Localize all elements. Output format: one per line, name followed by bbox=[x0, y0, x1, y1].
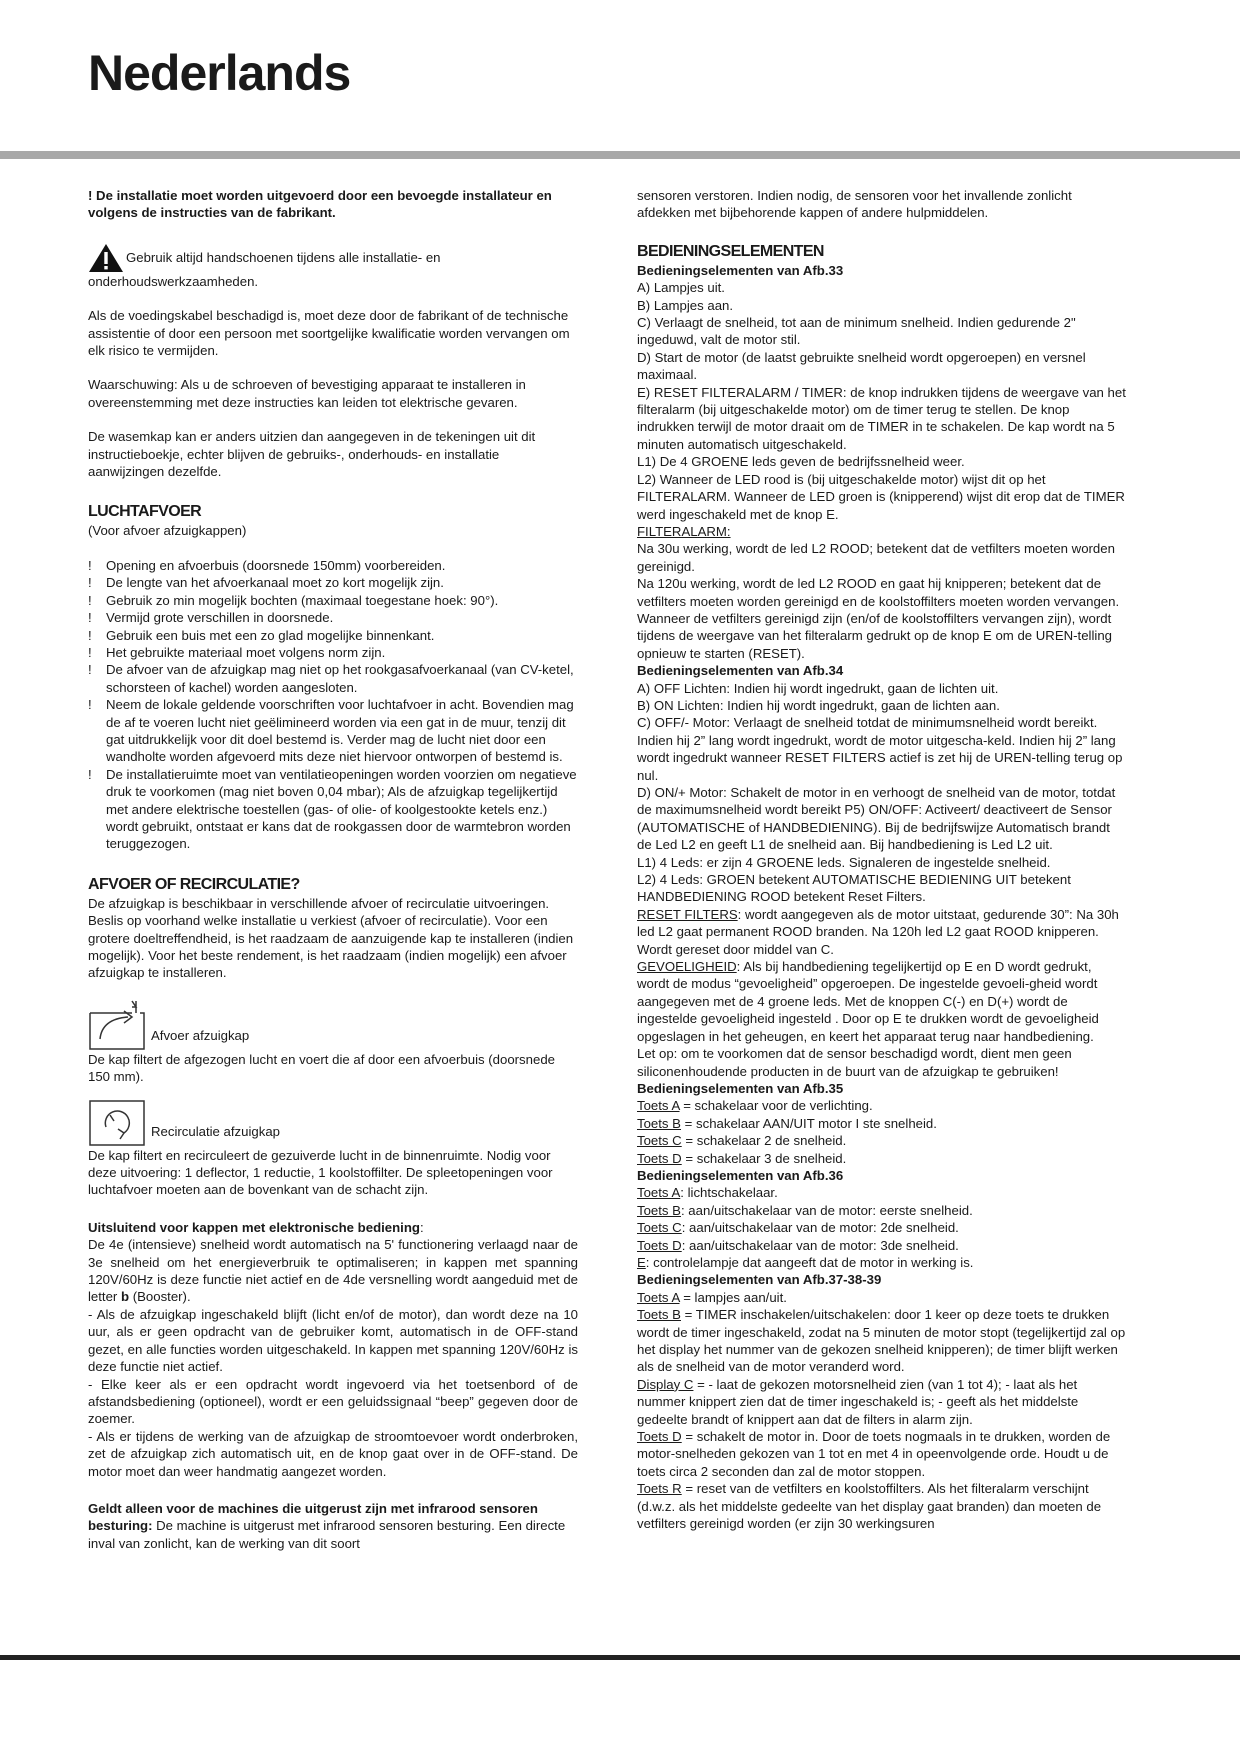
key-label: Display C bbox=[637, 1376, 694, 1392]
key-text: : controlelampje dat aangeeft dat de motor in werking is. bbox=[645, 1254, 974, 1270]
list-item bbox=[637, 1306, 1127, 1376]
list-item: ! Opening en afvoerbuis (doorsnede 150mm) voorbereiden. bbox=[88, 557, 578, 574]
afvoer-row bbox=[88, 999, 578, 1051]
key-text: : aan/uitschakelaar van de motor: eerste snelheid. bbox=[680, 1202, 973, 1218]
list-item bbox=[637, 1428, 1127, 1480]
sensitivity-label: GEVOELIGHEID bbox=[637, 959, 737, 975]
afb34-line: B) ON Lichten: Indien hij wordt ingedrukt, gaan de lichten aan. bbox=[637, 697, 1000, 713]
booster-letter: b bbox=[120, 1289, 130, 1305]
afb36-heading: Bedieningselementen van Afb.36 bbox=[637, 1167, 844, 1183]
list-item: ! Neem de lokale geldende voorschriften voor luchtafvoer in acht. Bovendien mag de af te voeren lucht niet geëlimineerd worden via een gat in de muur, tenzij dit gat uitdrukkelijk voor dit doel bestemd is. Verder mag de lucht niet door een wandholte worden afgevoerd mits deze niet hiervoor ontworpen of bestemd is. bbox=[88, 696, 578, 766]
controls-heading: BEDIENINGSELEMENTEN bbox=[637, 242, 824, 260]
key-text: = schakelt de motor in. Door de toets nogmaals in te drukken, worden de motor-snelheden gekozen van 1 tot en met 4 in opeenvolgende orde. Houdt u de toets circa 2 seconden dan zal de motor stoppen. bbox=[637, 1429, 1111, 1479]
key-text: = schakelaar voor de verlichting. bbox=[679, 1098, 873, 1114]
recirc-paragraph: De afzuigkap is beschikbaar in verschillende afvoer of recirculatie uitvoeringen. Beslis op voorhand welke installatie u verkiest (afvoer of recirculatie). Voor een grotere doeltreffendheid, is het raadzaam de aanzuigende kap te installeren (indien mogelijk). Voor het beste rendement, is het raadzaam (indien mogelijk) een afvoer afzuigkap te installeren. bbox=[88, 895, 574, 981]
ir-continued: sensoren verstoren. Indien nodig, de sensoren voor het invallende zonlicht afdekken met bijbehorende kappen of andere hulpmiddelen. bbox=[637, 188, 1072, 221]
key-text: : aan/uitschakelaar van de motor: 3de snelheid. bbox=[681, 1237, 959, 1253]
reset-filters-text: : wordt aangegeven als de motor uitstaat, gedurende 30”: Na 30h led L2 gaat permanent ROOD branden. Na 120h led L2 gaat ROOD knipperen. Wordt gereset door middel van C. bbox=[637, 906, 1119, 957]
key-text: = schakelaar 2 de snelheid. bbox=[681, 1133, 847, 1149]
key-text: = - laat de gekozen motorsnelheid zien (van 1 tot 4); - laat als het nummer knippert zien dat de timer ingeschakeld is; - geeft als het middelste gedeelte brandt of knippert aan dat de filters in alarm zijn. bbox=[637, 1376, 1079, 1427]
afvoer-label: Afvoer afzuigkap bbox=[151, 1028, 250, 1044]
recirculation-hood-icon bbox=[88, 1095, 146, 1147]
key-label: Toets B bbox=[637, 1202, 681, 1218]
list-item bbox=[637, 1132, 1127, 1149]
key-label: E bbox=[637, 1254, 646, 1270]
list-item bbox=[637, 1376, 1127, 1428]
list-item bbox=[637, 1115, 1127, 1132]
recirc-row bbox=[88, 1095, 578, 1147]
key-label: Toets D bbox=[637, 1237, 682, 1253]
reset-filters-paragraph bbox=[637, 906, 1127, 958]
list-item bbox=[637, 1480, 1127, 1532]
afb33-heading: Bedieningselementen van Afb.33 bbox=[637, 262, 844, 278]
afb33-line: L1) De 4 GROENE leds geven de bedrijfssnelheid weer. bbox=[637, 454, 965, 470]
key-label: Toets D bbox=[637, 1429, 682, 1445]
elec-text: De 4e (intensieve) snelheid wordt automatisch na 5' functionering verlaagd naar de 3e snelheid om het energieverbruik te optimaliseren; in kappen met spanning 120V/60Hz is deze functie niet actief en de 4de versnelling wordt aangeduid met de letter bbox=[88, 1237, 578, 1305]
intro-warning: ! De installatie moet worden uitgevoerd door een bevoegde installateur en volgens de instructies van de fabrikant. bbox=[88, 188, 552, 221]
list-item bbox=[637, 1289, 1127, 1306]
exhaust-hood-icon bbox=[88, 999, 146, 1051]
afb34-heading: Bedieningselementen van Afb.34 bbox=[637, 663, 844, 679]
gloves-warning-text: Gebruik altijd handschoenen tijdens alle installatie- en bbox=[126, 250, 441, 266]
key-text: = schakelaar AAN/UIT motor I ste snelheid. bbox=[680, 1115, 937, 1131]
elec-heading-colon: : bbox=[419, 1219, 424, 1235]
elec-text-end: (Booster). bbox=[129, 1289, 191, 1305]
elec-paragraph-1 bbox=[88, 1236, 578, 1306]
silicone-note: Let op: om te voorkomen dat de sensor beschadigd wordt, dient men geen siliconenhoudende producten in de buurt van de afzuigkap te gebruiken! bbox=[637, 1046, 1072, 1079]
afvoer-paragraph: De kap filtert de afgezogen lucht en voert die af door een afvoerbuis (doorsnede 150 mm). bbox=[88, 1051, 555, 1085]
recirc-label: Recirculatie afzuigkap bbox=[151, 1124, 281, 1140]
afb34-line: L1) 4 Leds: er zijn 4 GROENE leds. Signaleren de ingestelde snelheid. bbox=[637, 854, 1051, 870]
list-item bbox=[637, 1219, 1127, 1236]
page-title: Nederlands bbox=[88, 45, 351, 101]
ir-heading: Geldt alleen voor de machines die uitgerust zijn met infrarood sensoren besturing: bbox=[88, 1500, 538, 1534]
list-item bbox=[637, 1237, 1127, 1254]
filteralarm-label: FILTERALARM: bbox=[637, 523, 731, 539]
afb33-line: B) Lampjes aan. bbox=[637, 297, 734, 313]
filteralarm-line: Wanneer de vetfilters gereinigd zijn (en/of de koolstoffilters vervangen zijn), wordt tijdens de weergave van het filteralarm gedrukt op de knop E om de UREN-telling opnieuw te starten (RESET). bbox=[637, 610, 1113, 661]
key-text: : aan/uitschakelaar van de motor: 2de snelheid. bbox=[681, 1220, 959, 1236]
afb33-line: A) Lampjes uit. bbox=[637, 280, 725, 296]
key-label: Toets C bbox=[637, 1133, 682, 1149]
cable-paragraph: Als de voedingskabel beschadigd is, moet deze door de fabrikant of de technische assistentie of door een persoon met soortgelijke kwalificatie worden vervangen om elk risico te vermijden. bbox=[88, 308, 570, 359]
air-subheading: (Voor afvoer afzuigkappen) bbox=[88, 523, 247, 539]
key-label: Toets R bbox=[637, 1481, 682, 1497]
elec-heading-line bbox=[88, 1219, 578, 1236]
list-item: ! De afvoer van de afzuigkap mag niet op het rookgasafvoerkanaal (van CV-ketel, schorsteen of kachel) worden aangesloten. bbox=[88, 661, 578, 696]
elec-paragraph-4: - Als er tijdens de werking van de afzuigkap de stroomtoevoer wordt onderbroken, zet de afzuigkap zich automatisch uit, en de knop gaat over in de OFF-stand. De motor moet dan weer handmatig aangezet worden. bbox=[88, 1428, 578, 1479]
left-column bbox=[88, 187, 578, 1552]
key-label: Toets A bbox=[637, 1289, 680, 1305]
list-item: ! Vermijd grote verschillen in doorsnede. bbox=[88, 609, 578, 626]
key-label: Toets A bbox=[637, 1098, 680, 1114]
afb34-line: D) ON/+ Motor: Schakelt de motor in en verhoogt de snelheid van de motor, totdat de maximumsnelheid wordt bereikt P5) ON/OFF: Activeert/ deactiveert de Sensor (AUTOMATISCHE of HANDBEDIENING). Bij de bedrijfswijze Automatisch brandt de Led L2 en geeft L1 de snelheid aan. Bij handbediening is Led L2 uit. bbox=[637, 785, 1116, 853]
key-text: = reset van de vetfilters en koolstoffilters. Als het filteralarm verschijnt (d.w.z. als het middelste gedeelte van het display gaat branden) dan moeten de vetfilters gereinigd worden (er zijn 30 werkingsuren bbox=[637, 1481, 1102, 1532]
recirc-heading: AFVOER OF RECIRCULATIE? bbox=[88, 875, 300, 893]
afb33-line: C) Verlaagt de snelheid, tot aan de minimum snelheid. Indien gedurende 2" ingeduwd, valt de motor stil. bbox=[637, 315, 1076, 348]
filteralarm-line: Na 120u werking, wordt de led L2 ROOD en gaat hij knipperen; betekent dat de vetfilters moeten worden gereinigd en de koolstoffilters moeten worden vervangen. bbox=[637, 576, 1120, 609]
warning-triangle-icon bbox=[88, 243, 124, 273]
elec-paragraph-2: - Als de afzuigkap ingeschakeld blijft (licht en/of de motor), dan wordt deze na 10 uur, als er geen opdracht van de gebruiker komt, automatisch in de OFF-stand gezet, en alle functies worden uitgeschakeld. In kappen met spanning 120V/60Hz is deze functie niet actief. bbox=[88, 1306, 578, 1375]
list-item: ! Gebruik zo min mogelijk bochten (maximaal toegestane hoek: 90°). bbox=[88, 592, 578, 609]
key-text: : lichtschakelaar. bbox=[680, 1185, 778, 1201]
sensitivity-text: : Als bij handbediening tegelijkertijd op E en D wordt gedrukt, wordt de modus “gevoeligheid” opgeroepen. De ingestelde gevoeli-gheid wordt aangegeven met de 4 groene leds. Met de knoppen C(-) en D(+) wordt de ingestelde gevoeligheid ingesteld . Door op E te drukken wordt de gevoeligheid opgeslagen in het geheugen, en keert het apparaat terug naar handbediening. bbox=[637, 959, 1099, 1044]
elec-paragraph-3: - Elke keer als er een opdracht wordt ingevoerd via het toetsenbord of de afstandsbediening (optioneel), wordt er een geluidssignaal “beep” gegeven door de zoemer. bbox=[88, 1376, 578, 1427]
key-label: Toets C bbox=[637, 1220, 682, 1236]
air-heading: LUCHTAFVOER bbox=[88, 503, 202, 521]
key-label: Toets B bbox=[637, 1307, 681, 1323]
filteralarm-line: Na 30u werking, wordt de led L2 ROOD; betekent dat de vetfilters moeten worden gereinigd. bbox=[637, 541, 1115, 574]
key-label: Toets D bbox=[637, 1150, 682, 1166]
afb34-line: C) OFF/- Motor: Verlaagt de snelheid totdat de minimumsnelheid wordt bereikt. Indien hij 2” lang wordt ingedrukt, wordt de motor uitgescha-keld. Indien hij 2” lang wordt ingedrukt wanneer RESET FILTERS actief is zet hij de UREN-telling terug op nul. bbox=[637, 715, 1123, 783]
list-item: ! Het gebruikte materiaal moet volgens norm zijn. bbox=[88, 644, 578, 661]
list-item bbox=[637, 1097, 1127, 1114]
key-text: = schakelaar 3 de snelheid. bbox=[681, 1150, 847, 1166]
afb34-line: A) OFF Lichten: Indien hij wordt ingedrukt, gaan de lichten uit. bbox=[637, 680, 999, 696]
elec-heading: Uitsluitend voor kappen met elektronische bediening bbox=[88, 1219, 420, 1235]
gloves-warning bbox=[88, 243, 578, 273]
afb34-line: L2) 4 Leds: GROEN betekent AUTOMATISCHE BEDIENING UIT betekent HANDBEDIENING ROOD betekent Reset Filters. bbox=[637, 872, 1071, 905]
list-item: ! De lengte van het afvoerkanaal moet zo kort mogelijk zijn. bbox=[88, 574, 578, 591]
screws-paragraph: Waarschuwing: Als u de schroeven of bevestiging apparaat te installeren in overeenstemming met deze instructies kan leiden tot elektrische gevaren. bbox=[88, 377, 526, 410]
key-text: = lampjes aan/uit. bbox=[679, 1289, 787, 1305]
reset-filters-label: RESET FILTERS bbox=[637, 906, 738, 922]
list-item bbox=[637, 1254, 1127, 1271]
footer-divider bbox=[0, 1655, 1240, 1660]
afb33-line: E) RESET FILTERALARM / TIMER: de knop indrukken tijdens de weergave van het filteralarm (bij uitgeschakelde motor) om de timer terug te stellen. De knop indrukken terwijl de motor draait om de TIMER in te schakelen. De kap wordt na 5 minuten automatisch uitgeschakeld. bbox=[637, 384, 1126, 452]
sensitivity-paragraph bbox=[637, 958, 1127, 1045]
afb35-heading: Bedieningselementen van Afb.35 bbox=[637, 1080, 844, 1096]
afb33-line: D) Start de motor (de laatst gebruikte snelheid wordt opgeroepen) en versnel maximaal. bbox=[637, 349, 1086, 383]
ir-text: De machine is uitgerust met infrarood sensoren besturing. Een directe inval van zonlicht, kan de werking van dit soort bbox=[88, 1518, 566, 1551]
header-divider bbox=[0, 151, 1240, 159]
key-label: Toets B bbox=[637, 1115, 681, 1131]
recirc-description: De kap filtert en recirculeert de gezuiverde lucht in de binnenruimte. Nodig voor deze uitvoering: 1 deflector, 1 reductie, 1 koolstoffilter. De spleetopeningen voor luchtafvoer moeten aan de bovenkant van de schacht zijn. bbox=[88, 1147, 553, 1198]
list-item: ! Gebruik een buis met een zo glad mogelijke binnenkant. bbox=[88, 627, 578, 644]
list-item: ! De installatieruimte moet van ventilatieopeningen worden voorzien om negatieve druk te voorkomen (mag niet boven 0,04 mbar); Als de afzuigkap tegelijkertijd met andere elektrische toestellen (gas- of olie- of koolgestookte ketels enz.) wordt gebruikt, ontstaat er kans dat de rookgassen door de warmtebron worden teruggezogen. bbox=[88, 766, 578, 853]
key-label: Toets A bbox=[637, 1185, 681, 1201]
list-item bbox=[637, 1202, 1127, 1219]
list-item bbox=[637, 1184, 1127, 1201]
air-requirements-list bbox=[88, 557, 578, 853]
afb33-line: L2) Wanneer de LED rood is (bij uitgeschakelde motor) wijst dit op het FILTERALARM. Wanneer de LED groen is (knipperend) wijst dit erop dat de TIMER werd ingeschakeld met de knop E. bbox=[637, 471, 1125, 522]
list-item bbox=[637, 1150, 1127, 1167]
key-text: = TIMER inschakelen/uitschakelen: door 1 keer op deze toets te drukken wordt de timer ingeschakeld, zodat na 5 minuten de motor stopt (tegelijkertijd zal op het display het nummer van de gekozen snelheid knipperen); de timer blijft werken als de snelheid van de motor veranderd word. bbox=[637, 1307, 1126, 1375]
gloves-warning-cont: onderhoudswerkzaamheden. bbox=[88, 273, 259, 289]
right-column bbox=[637, 187, 1127, 1532]
ir-paragraph bbox=[88, 1500, 578, 1552]
drawings-paragraph: De wasemkap kan er anders uitzien dan aangegeven in de tekeningen uit dit instructieboekje, echter blijven de gebruiks-, onderhouds- en installatie aanwijzingen dezelfde. bbox=[88, 429, 536, 480]
afb37-heading: Bedieningselementen van Afb.37-38-39 bbox=[637, 1272, 882, 1288]
